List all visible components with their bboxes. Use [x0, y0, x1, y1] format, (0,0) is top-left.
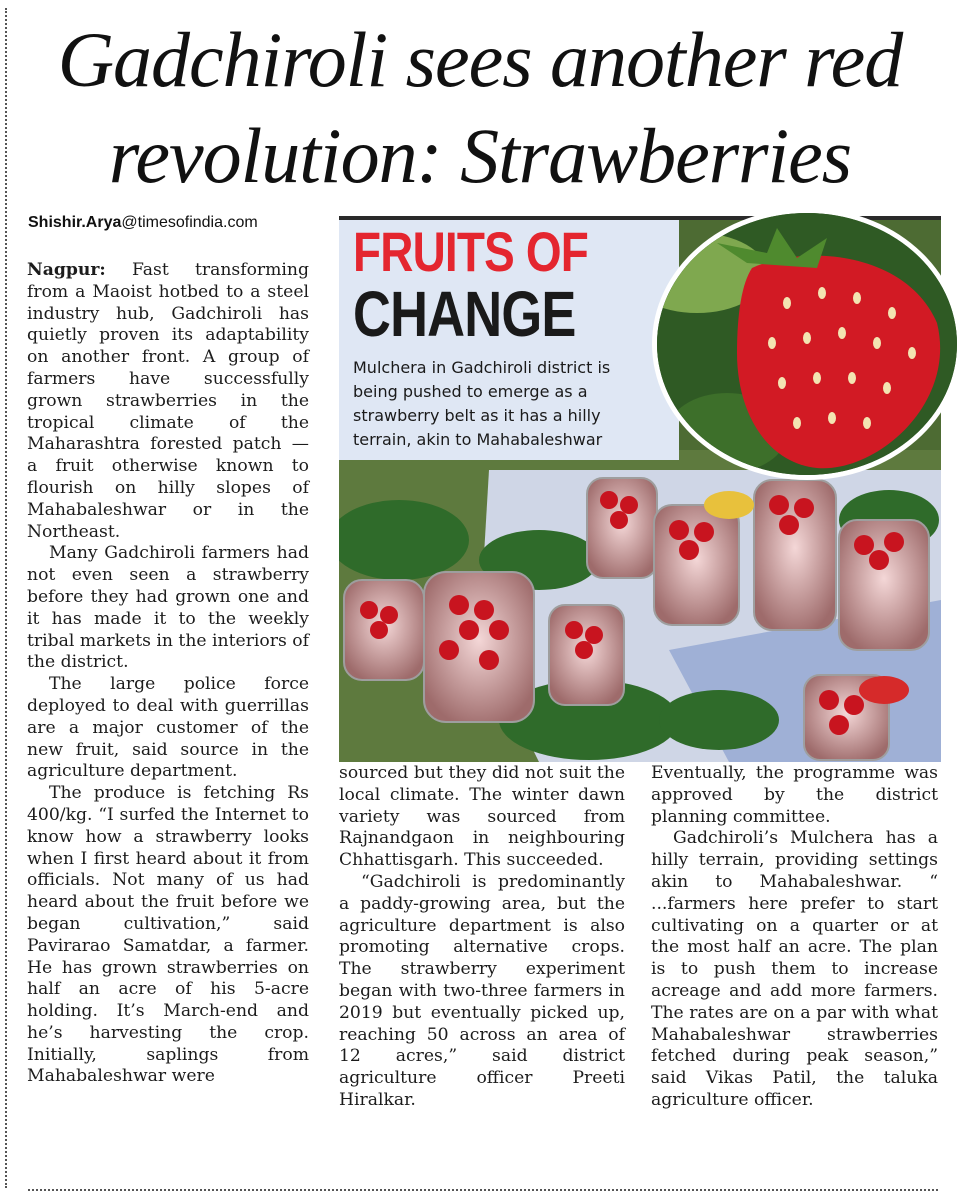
headline-line-1: Gadchiroli sees another red — [57, 16, 903, 103]
graphic-title-line-2: CHANGE — [353, 278, 576, 350]
dotted-border-left — [5, 8, 7, 1188]
strawberry-closeup-illustration — [657, 213, 957, 475]
article-paragraph: sourced but they did not suit the local climate. The winter dawn variety was sourced from Rajnandgaon in neighbouring Chhattisgarh. This succeeded. — [339, 763, 625, 871]
article-paragraph: Many Gadchiroli farmers had not even seen a strawberry before they had grown one and it has made it to the weekly tribal markets in the interiors of the district. — [27, 543, 309, 673]
article-paragraph — [27, 260, 309, 543]
article-column-2 — [339, 763, 625, 1112]
headline — [20, 12, 940, 204]
article-paragraph: The large police force deployed to deal with guerrillas are a major customer of the new fruit, said source in the agriculture department. — [27, 674, 309, 782]
dotted-border-bottom — [28, 1189, 938, 1191]
headline-line-2: revolution: Strawberries — [108, 112, 852, 199]
dateline: Nagpur: — [27, 260, 106, 280]
byline-domain: @timesofindia.com — [121, 214, 258, 231]
graphic-title-line-1: FRUITS OF — [353, 220, 588, 283]
article-paragraph: “Gadchiroli is predominantly a paddy-growing area, but the agriculture department is also promoting alternative crops. The strawberry experiment began with two-three farmers in 2019 but eventually picked up, reaching 50 across an area of 12 acres,” said district agriculture officer Preeti Hiralkar. — [339, 871, 625, 1110]
article-paragraph: Eventually, the programme was approved by the district planning committee. — [651, 763, 938, 827]
byline-name: Shishir.Arya — [28, 214, 122, 231]
article-column-3 — [651, 763, 938, 1112]
article-text: Fast transforming from a Maoist hotbed to a steel industry hub, Gadchiroli has quietly proven its adaptability on another front. A group of farmers have successfully grown strawberries in the tropical climate of the Maharashtra forested patch — a fruit otherwise known to flourish on hilly slopes of Mahabaleshwar or in the Northeast. — [27, 260, 309, 542]
article-column-1 — [27, 260, 309, 1088]
byline — [28, 214, 258, 232]
article-paragraph: The produce is fetching Rs 400/kg. “I surfed the Internet to know how a strawberry looks when I first heard about it from officials. Not many of us had heard about the fruit before we began cultivation,” said Pavirarao Samatdar, a farmer. He has grown strawberries on half an acre of his 5-acre holding. It’s March-end and he’s harvesting the crop. Initially, saplings from Mahabaleshwar were — [27, 783, 309, 1087]
article-paragraph: Gadchiroli’s Mulchera has a hilly terrain, providing settings akin to Mahabaleshwar. “ ...farmers here prefer to start cultivating on a quarter or at the most half an acre. The plan is to push them to increase acreage and add more farmers. The rates are on a par with what Mahabaleshwar strawberries fetched during peak season,” said Vikas Patil, the taluka agriculture officer. — [651, 828, 938, 1110]
graphic-caption: Mulchera in Gadchiroli district is being pushed to emerge as a strawberry belt as it has a hilly terrain, akin to Mahabaleshwar — [353, 358, 611, 449]
strawberry-closeup-photo — [652, 208, 957, 480]
